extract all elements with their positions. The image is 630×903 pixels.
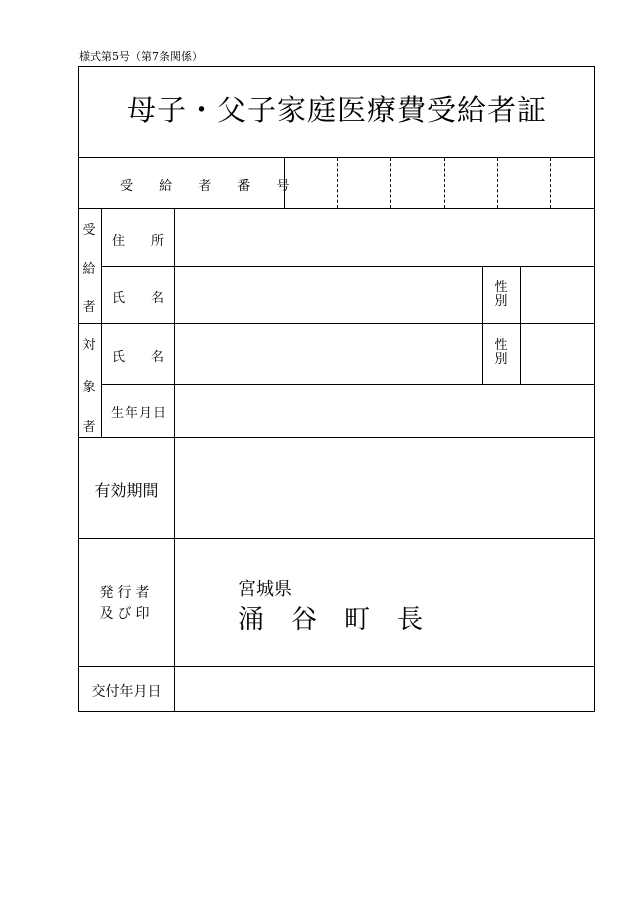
issuer-title: 涌谷町長: [238, 605, 451, 635]
recipient-side-char: 受: [82, 223, 96, 238]
target-gender-field[interactable]: [521, 324, 595, 384]
recipient-gender-label: 性 別: [494, 280, 508, 309]
form-number-label: 様式第5号（第7条関係）: [79, 50, 203, 63]
validity-period-label: 有効期間: [94, 481, 159, 500]
recipient-side-char: 給: [82, 262, 96, 277]
target-name-field[interactable]: [175, 324, 482, 384]
issuer-label: 発行者 及び印: [99, 585, 154, 622]
target-side-char: 象: [82, 380, 96, 395]
recipient-gender-field[interactable]: [521, 267, 595, 323]
recipient-address-label: 住 所: [112, 234, 165, 249]
recipient-number-field[interactable]: [285, 158, 595, 208]
recipient-side-char: 者: [82, 300, 96, 315]
recipient-name-field[interactable]: [175, 267, 482, 323]
target-side-char: 者: [82, 420, 96, 435]
target-birthdate-label: 生年月日: [111, 406, 168, 421]
target-name-label: 氏 名: [112, 350, 165, 365]
gender-label-left: [482, 266, 483, 384]
target-gender-label: 性 別: [494, 338, 508, 367]
target-side-char: 対: [82, 338, 96, 353]
issue-date-label: 交付年月日: [91, 684, 162, 700]
target-birthdate-field[interactable]: [175, 385, 595, 437]
recipient-address-field[interactable]: [175, 209, 595, 266]
validity-period-field[interactable]: [175, 438, 595, 538]
issuer-prefecture: 宮城県: [238, 579, 292, 600]
side-label-column: [101, 208, 102, 437]
divider-validity: [78, 538, 595, 539]
certificate-title: 母子・父子家庭医療費受給者証: [126, 93, 547, 127]
recipient-number-label: 受 給 者 番 号: [120, 179, 301, 194]
recipient-name-label: 氏 名: [112, 291, 165, 306]
issue-date-field[interactable]: [175, 667, 595, 712]
